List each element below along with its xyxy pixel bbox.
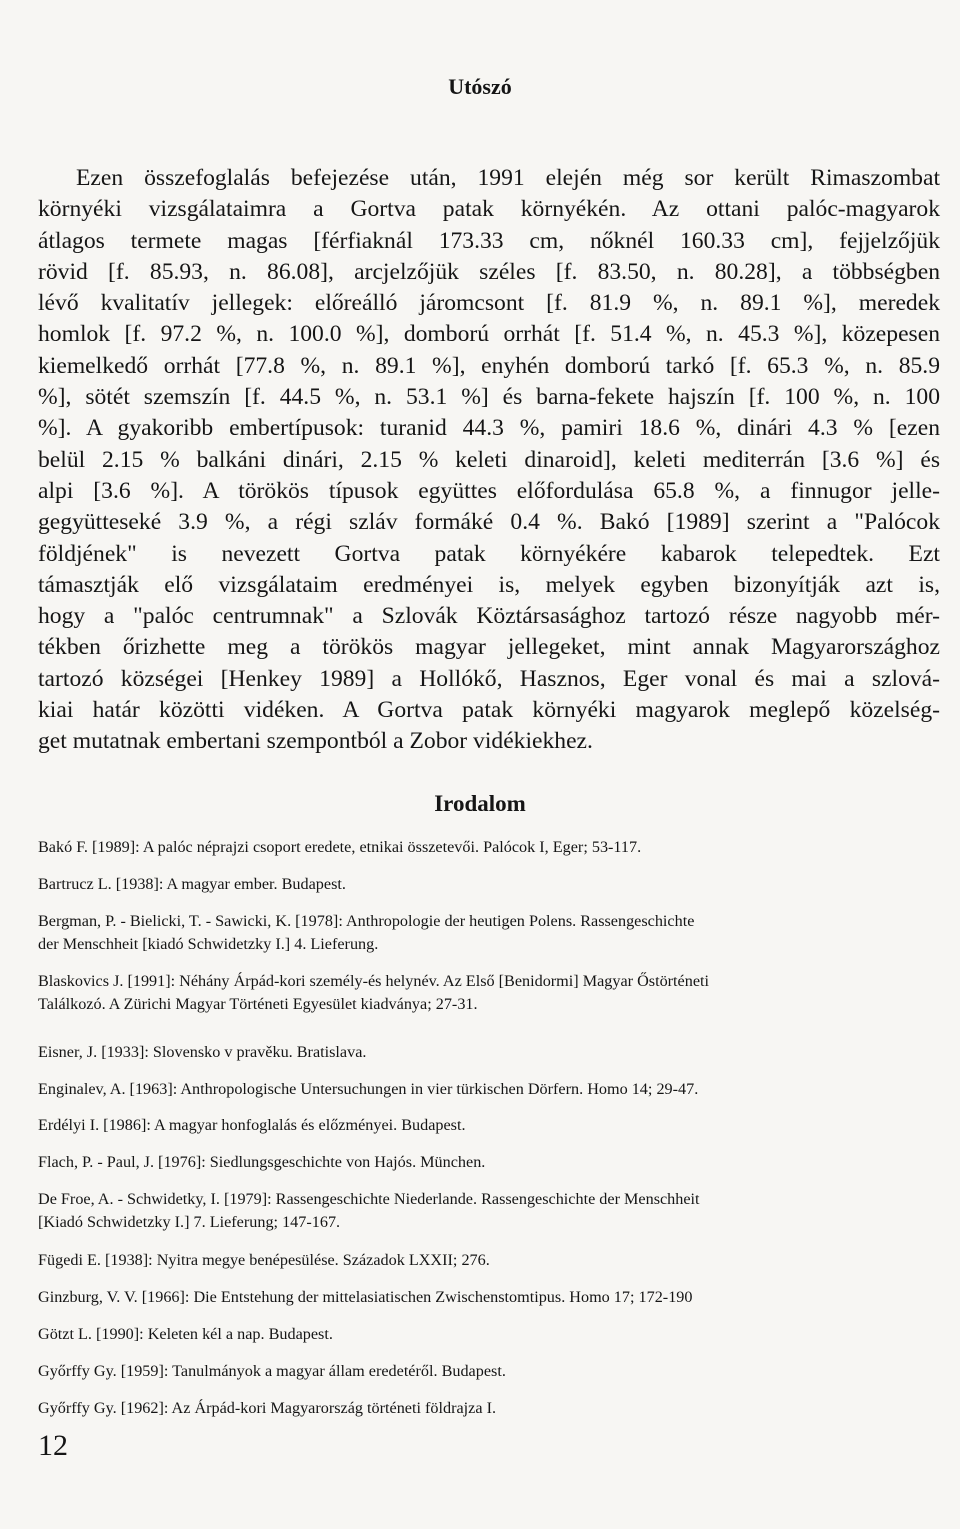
- paragraph-line: Ezen összefoglalás befejezése után, 1991 elején még sor került Rimaszombat: [76, 165, 940, 191]
- reference-line: Götzt L. [1990]: Keleten kél a nap. Budapest.: [38, 1325, 333, 1343]
- reference-line: Győrffy Gy. [1959]: Tanulmányok a magyar állam eredetéről. Budapest.: [38, 1362, 506, 1380]
- paragraph-line: get mutatnak embertani szempontból a Zobor vidékiekhez.: [38, 728, 593, 755]
- reference-entry: [38, 1323, 940, 1346]
- paragraph-line: rövid [f. 85.93, n. 86.08], arcjelzőjük széles [f. 83.50, n. 80.28], a többségben: [38, 258, 940, 285]
- reference-line: Győrffy Gy. [1962]: Az Árpád-kori Magyarország történeti földrajza I.: [38, 1399, 497, 1417]
- paragraph-line: hogy a "palóc centrumnak" a Szlovák Köztársasághoz tartozó része nagyobb mér-: [38, 603, 940, 630]
- paragraph-line: átlagos termete magas [férfiaknál 173.33 cm, nőknél 160.33 cm], fejjelzőjük: [38, 227, 940, 254]
- paragraph-line: támasztják elő vizsgálataim eredményei is, melyek egyben bizonyítják azt is,: [38, 571, 940, 598]
- paragraph-line: tékben őrizhette meg a törökös magyar jellegeket, mint annak Magyarországhoz: [38, 634, 940, 661]
- reference-line: [Kiadó Schwidetzky I.] 7. Lieferung; 147-167.: [38, 1212, 341, 1231]
- reference-line: Eisner, J. [1933]: Slovensko v pravěku. Bratislava.: [38, 1043, 367, 1061]
- reference-entry: [38, 1078, 940, 1101]
- reference-entry: [38, 836, 940, 859]
- reference-line: Erdélyi I. [1986]: A magyar honfoglalás és előzményei. Budapest.: [38, 1116, 466, 1134]
- reference-entry: [38, 1041, 940, 1064]
- reference-entry: [38, 1360, 940, 1383]
- reference-line: Ginzburg, V. V. [1966]: Die Entstehung der mittelasiatischen Zwischenstomtipus. Homo 17; 172-190: [38, 1288, 693, 1306]
- paragraph-line: tartozó községei [Henkey 1989] a Hollókő, Hasznos, Eger vonal és mai a szlová-: [38, 665, 940, 692]
- reference-line: Bakó F. [1989]: A palóc néprajzi csoport eredete, etnikai összetevői. Palócok I, Eger; 53-117.: [38, 838, 642, 856]
- reference-entry: [38, 910, 940, 955]
- reference-line: Bergman, P. - Bielicki, T. - Sawicki, K. [1978]: Anthropologie der heutigen Polens. Rassengeschichte: [38, 912, 695, 930]
- paragraph-line: földjének" is nevezett Gortva patak környékére kabarok telepedtek. Ezt: [38, 540, 940, 567]
- reference-entry: [38, 1188, 940, 1233]
- paragraph-line: %], sötét szemszín [f. 44.5 %, n. 53.1 %] és barna-fekete hajszín [f. 100 %, n. 100: [38, 384, 940, 411]
- reference-entry: [38, 873, 940, 896]
- reference-line: De Froe, A. - Schwidetky, I. [1979]: Rassengeschichte Niederlande. Rassengeschichte der Menschheit: [38, 1190, 700, 1208]
- reference-line: Blaskovics J. [1991]: Néhány Árpád-kori személy-és helynév. Az Első [Benidormi] Magyar Őstörténeti: [38, 972, 710, 990]
- page-title: Utószó: [448, 74, 512, 99]
- afterword-paragraph: [38, 163, 940, 758]
- references-heading: Irodalom: [434, 791, 526, 816]
- reference-entry: [38, 1397, 940, 1420]
- paragraph-line: gegyütteseké 3.9 %, a régi szláv formáké 0.4 %. Bakó [1989] szerint a "Palócok: [38, 509, 940, 536]
- reference-entry: [38, 1151, 940, 1174]
- paragraph-line: kiai határ közötti vidéken. A Gortva patak környéki magyarok meglepő közelség-: [38, 697, 940, 724]
- reference-line: Bartrucz L. [1938]: A magyar ember. Budapest.: [38, 875, 346, 893]
- reference-line: der Menschheit [kiadó Schwidetzky I.] 4. Lieferung.: [38, 934, 379, 953]
- paragraph-line: alpi [3.6 %]. A törökös típusok együttes előfordulása 65.8 %, a finnugor jelle-: [38, 477, 940, 504]
- paragraph-line: %]. A gyakoribb embertípusok: turanid 44.3 %, pamiri 18.6 %, dinári 4.3 % [ezen: [38, 415, 940, 442]
- paragraph-line: kiemelkedő orrhát [77.8 %, n. 89.1 %], enyhén domború tarkó [f. 65.3 %, n. 85.9: [38, 352, 940, 379]
- paragraph-line: lévő kvalitatív jellegek: előreálló járomcsont [f. 81.9 %, n. 89.1 %], meredek: [38, 290, 940, 317]
- reference-line: Flach, P. - Paul, J. [1976]: Siedlungsgeschichte von Hajós. München.: [38, 1153, 486, 1171]
- reference-entry: [38, 1286, 940, 1309]
- paragraph-line: homlok [f. 97.2 %, n. 100.0 %], domború orrhát [f. 51.4 %, n. 45.3 %], közepesen: [38, 321, 940, 348]
- reference-line: Enginalev, A. [1963]: Anthropologische Untersuchungen in vier türkischen Dörfern. Homo 14; 29-47.: [38, 1080, 699, 1098]
- reference-entry: [38, 970, 940, 1015]
- reference-entry: [38, 1114, 940, 1137]
- reference-entry: [38, 1249, 940, 1272]
- reference-line: Fügedi E. [1938]: Nyitra megye benépesülése. Századok LXXII; 276.: [38, 1251, 490, 1269]
- reference-line: Találkozó. A Zürichi Magyar Történeti Egyesület kiadványa; 27-31.: [38, 994, 478, 1013]
- page-number: 12: [38, 1429, 68, 1462]
- paragraph-line: környéki vizsgálataimra a Gortva patak környékén. Az ottani palóc-magyarok: [38, 196, 940, 223]
- paragraph-line: belül 2.15 % balkáni dinári, 2.15 % keleti dinaroid], keleti mediterrán [3.6 %] és: [38, 446, 940, 473]
